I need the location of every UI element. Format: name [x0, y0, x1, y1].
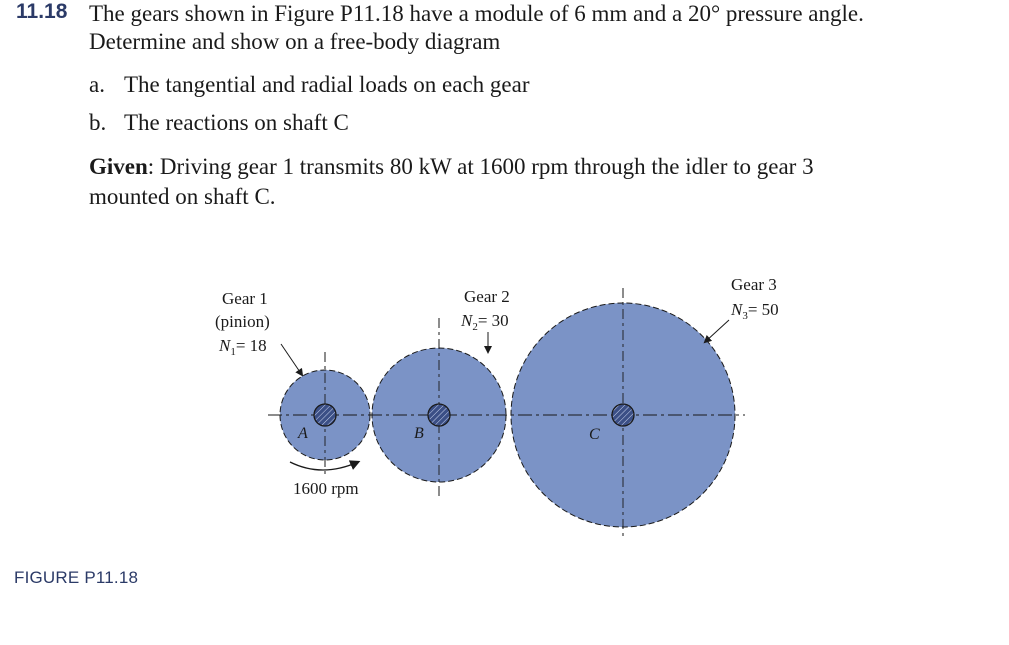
item-a-text: The tangential and radial loads on each gear [124, 72, 530, 97]
rotation-arrow-icon [290, 462, 358, 470]
item-a-letter: a. [89, 72, 105, 97]
gear1-teeth-symbol: N [219, 336, 231, 355]
problem-statement-line-2: Determine and show on a free-body diagram [89, 29, 501, 54]
gear3-teeth-symbol: N [731, 300, 743, 319]
figure-caption: FIGURE P11.18 [14, 568, 139, 587]
gear1-teeth-value: = 18 [235, 336, 267, 355]
gear3-teeth-count [730, 300, 779, 322]
gear2-teeth-value: = 30 [477, 311, 509, 330]
gear2-teeth-subscript: 2 [472, 321, 478, 333]
gear1-speed-label: 1600 rpm [293, 479, 359, 498]
item-b-letter: b. [89, 110, 107, 135]
given-line-2: mounted on shaft C. [89, 184, 276, 209]
given-text-1: : Driving gear 1 transmits 80 kW at 1600 rpm through the idler to gear 3 [147, 154, 814, 179]
gear3-teeth-value: = 50 [747, 300, 779, 319]
shaft-b-label: B [414, 425, 424, 442]
gear3-teeth-subscript: 3 [742, 310, 748, 322]
given-label: Given [89, 154, 148, 179]
shaft-a-label: A [298, 425, 308, 442]
problem-statement-line-1: The gears shown in Figure P11.18 have a module of 6 mm and a 20° pressure angle. [89, 1, 864, 26]
problem-number: 11.18 [16, 0, 68, 23]
item-b-text-main: The reactions on shaft C [124, 110, 349, 135]
gear1-teeth-subscript: 1 [230, 346, 236, 358]
shaft-c-label: C [589, 426, 600, 443]
gear2-teeth-symbol: N [461, 311, 473, 330]
shaft-a-section [314, 404, 336, 426]
gear3-title: Gear 3 [731, 275, 777, 294]
gear1-title: Gear 1 [222, 289, 268, 308]
shaft-c-section [612, 404, 634, 426]
gear2-title: Gear 2 [464, 287, 510, 306]
gear1-leader-arrow [281, 344, 302, 375]
gear1-teeth-count [218, 336, 267, 358]
gear1-subtitle: (pinion) [215, 312, 270, 331]
gear2-teeth-count [460, 311, 509, 333]
shaft-b-section [428, 404, 450, 426]
gear3-leader-arrow [705, 320, 729, 342]
